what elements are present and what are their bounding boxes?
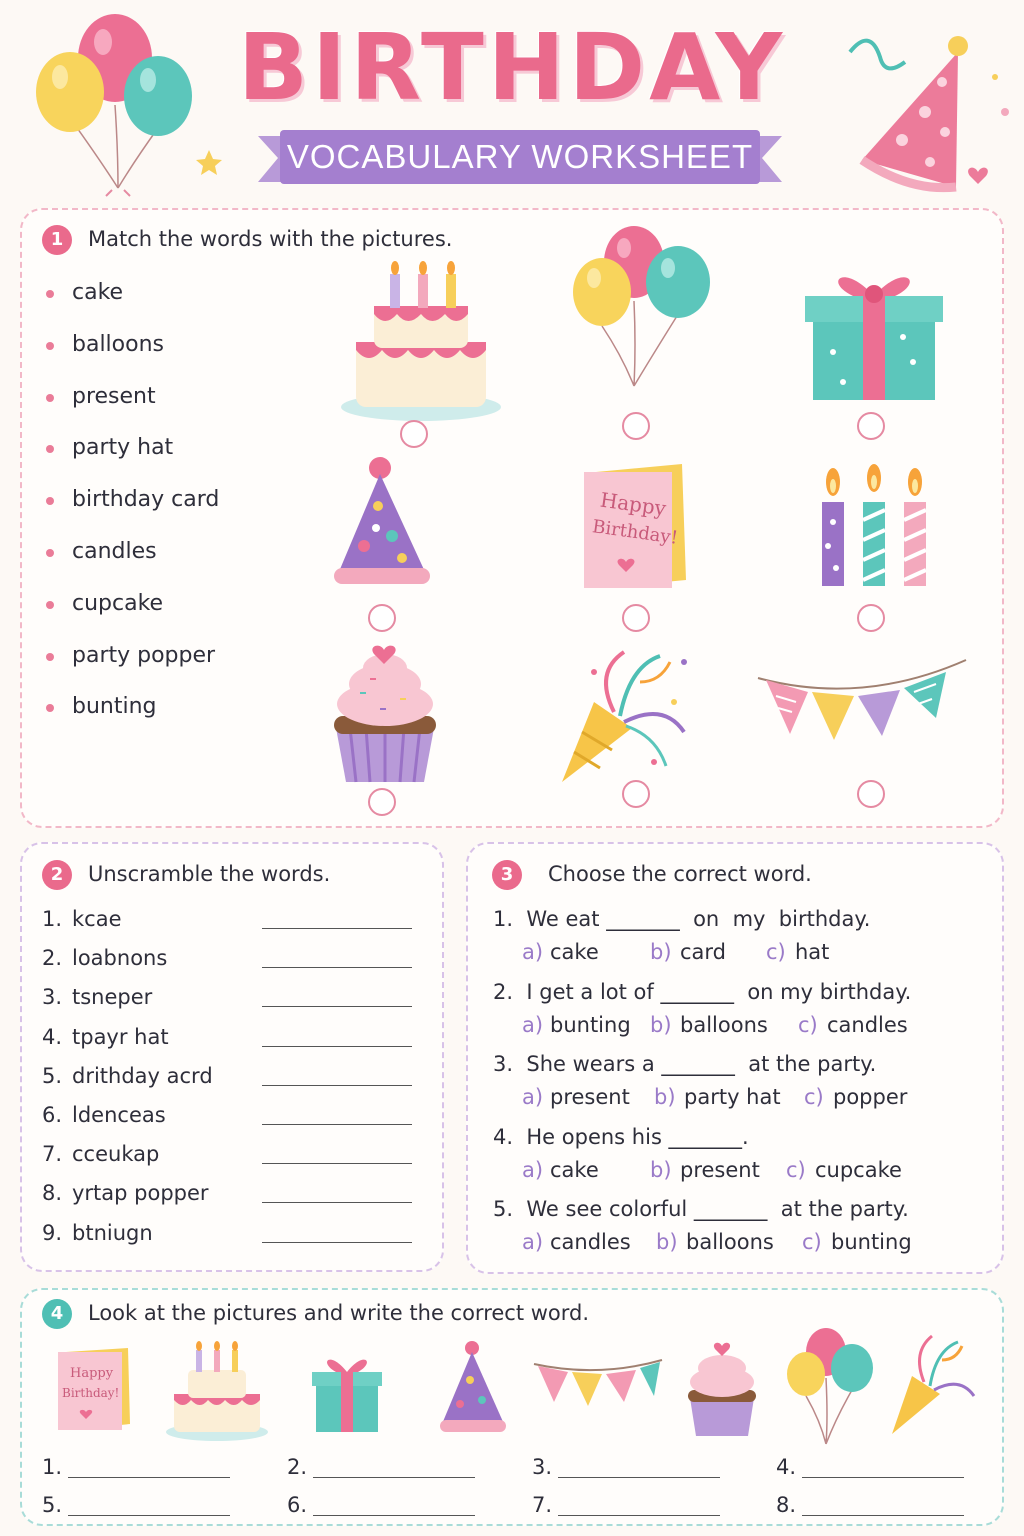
answer-line[interactable]	[68, 1515, 230, 1516]
option-letter[interactable]: c)	[786, 1157, 806, 1182]
option-word[interactable]: bunting	[831, 1230, 912, 1254]
answer-line[interactable]	[68, 1477, 230, 1478]
option-word[interactable]: candles	[827, 1012, 908, 1037]
scrambled-word: loabnons	[72, 946, 168, 971]
answer-line[interactable]	[262, 1124, 412, 1125]
option-letter[interactable]: c)	[802, 1230, 822, 1254]
answer-line[interactable]	[262, 967, 412, 968]
bunting-icon	[756, 656, 968, 746]
option-letter[interactable]: b)	[654, 1085, 676, 1109]
answer-number: 4.	[776, 1455, 797, 1479]
scrambled-word: tsneper	[72, 985, 153, 1010]
answer-number: 2.	[287, 1455, 308, 1479]
answer-line[interactable]	[313, 1477, 475, 1478]
option-word[interactable]: cake	[550, 940, 599, 964]
option-word[interactable]: cupcake	[815, 1157, 902, 1182]
star-icon	[194, 148, 224, 178]
answer-circle-balloons[interactable]	[622, 412, 650, 440]
party-hat-icon	[330, 456, 436, 592]
bunting-small-icon	[532, 1354, 664, 1414]
present-icon	[803, 262, 945, 402]
cake-icon	[338, 262, 504, 422]
answer-circle-cupcake[interactable]	[368, 788, 396, 816]
candles-icon	[816, 462, 932, 588]
cupcake-icon	[330, 642, 440, 784]
match-word: cupcake	[72, 590, 164, 616]
option-word[interactable]: party hat	[684, 1085, 781, 1109]
unscramble-number: 1.	[42, 907, 63, 931]
answer-line[interactable]	[558, 1515, 720, 1516]
section-3-badge: 3	[492, 860, 522, 890]
answer-circle-party-hat[interactable]	[368, 604, 396, 632]
word-bullet	[46, 290, 54, 298]
answer-line[interactable]	[262, 1163, 412, 1164]
option-letter[interactable]: c)	[798, 1012, 818, 1037]
unscramble-number: 5.	[42, 1063, 63, 1088]
option-word[interactable]: hat	[795, 940, 830, 964]
party-hat-small-icon	[436, 1340, 510, 1436]
question-text: 3. She wears a _______ at the party.	[493, 1052, 877, 1076]
unscramble-number: 4.	[42, 1024, 63, 1049]
section-2-instruction: Unscramble the words.	[88, 862, 331, 886]
option-letter[interactable]: c)	[766, 940, 786, 964]
answer-line[interactable]	[262, 928, 412, 929]
answer-line[interactable]	[262, 1046, 412, 1047]
option-letter[interactable]: a)	[522, 1157, 544, 1182]
scrambled-word: kcae	[72, 907, 122, 931]
unscramble-number: 8.	[42, 1181, 63, 1206]
scrambled-word: tpayr hat	[72, 1024, 169, 1049]
option-word[interactable]: popper	[833, 1085, 908, 1109]
scrambled-word: drithday acrd	[72, 1063, 213, 1088]
cake-small-icon	[164, 1342, 270, 1442]
option-letter[interactable]: b)	[650, 1157, 672, 1182]
card-text-happy: Happy	[598, 487, 668, 521]
answer-number: 8.	[776, 1493, 797, 1517]
page-title: BIRTHDAY	[237, 14, 787, 121]
answer-number: 1.	[42, 1455, 63, 1479]
option-letter[interactable]: c)	[804, 1085, 824, 1109]
answer-line[interactable]	[262, 1006, 412, 1007]
answer-number: 3.	[532, 1455, 553, 1479]
scrambled-word: yrtap popper	[72, 1181, 209, 1206]
option-word[interactable]: cake	[550, 1157, 599, 1182]
party-popper-icon	[554, 642, 694, 786]
option-letter[interactable]: b)	[656, 1230, 678, 1254]
match-word: birthday card	[72, 487, 220, 513]
unscramble-number: 3.	[42, 985, 63, 1010]
match-word: cake	[72, 280, 124, 305]
match-word: present	[72, 383, 156, 409]
balloons-small-icon	[786, 1328, 876, 1448]
answer-circle-party-popper[interactable]	[622, 780, 650, 808]
option-word[interactable]: present	[550, 1085, 630, 1109]
present-small-icon	[310, 1350, 384, 1434]
answer-line[interactable]	[262, 1242, 412, 1243]
unscramble-number: 6.	[42, 1103, 63, 1127]
unscramble-number: 9.	[42, 1220, 63, 1245]
answer-circle-bunting[interactable]	[857, 780, 885, 808]
answer-line[interactable]	[262, 1085, 412, 1086]
answer-line[interactable]	[262, 1202, 412, 1203]
option-letter[interactable]: b)	[650, 1012, 672, 1037]
small-card-text-happy: Happy	[70, 1366, 114, 1381]
answer-circle-present[interactable]	[857, 412, 885, 440]
question-text: 2. I get a lot of _______ on my birthday.	[493, 979, 912, 1004]
section-1-instruction: Match the words with the pictures.	[88, 227, 453, 251]
scrambled-word: btniugn	[72, 1220, 153, 1245]
cupcake-small-icon	[686, 1340, 758, 1438]
option-letter[interactable]: a)	[522, 940, 544, 964]
answer-number: 5.	[42, 1493, 63, 1517]
unscramble-number: 7.	[42, 1142, 63, 1167]
option-letter[interactable]: b)	[650, 940, 672, 964]
section-2-badge: 2	[42, 860, 72, 890]
option-word[interactable]: bunting	[550, 1012, 631, 1037]
option-letter[interactable]: a)	[522, 1230, 544, 1254]
page-subtitle: VOCABULARY WORKSHEET	[286, 138, 754, 175]
section-4-instruction: Look at the pictures and write the correct word.	[88, 1301, 590, 1325]
answer-line[interactable]	[558, 1477, 720, 1478]
section-1-badge: 1	[42, 225, 72, 255]
word-bullet	[46, 549, 54, 557]
answer-number: 6.	[287, 1493, 308, 1517]
option-word[interactable]: card	[680, 940, 727, 964]
answer-line[interactable]	[802, 1515, 964, 1516]
balloons-icon	[572, 226, 714, 396]
answer-circle-cake[interactable]	[400, 420, 428, 448]
question-text: 5. We see colorful _______ at the party.	[493, 1197, 909, 1221]
option-word[interactable]: balloons	[680, 1012, 768, 1037]
scrambled-word: cceukap	[72, 1142, 160, 1167]
word-bullet	[46, 653, 54, 661]
match-word: bunting	[72, 694, 157, 720]
word-bullet	[46, 601, 54, 609]
answer-line[interactable]	[802, 1477, 964, 1478]
answer-number: 7.	[532, 1493, 553, 1517]
answer-circle-birthday-card[interactable]	[622, 604, 650, 632]
party-hat-decoration-icon	[830, 22, 1020, 202]
scrambled-word: ldenceas	[72, 1103, 166, 1127]
word-bullet	[46, 394, 54, 402]
option-letter[interactable]: a)	[522, 1012, 544, 1037]
option-word[interactable]: balloons	[686, 1230, 774, 1254]
card-text-birthday: Birthday!	[590, 516, 680, 549]
section-3-instruction: Choose the correct word.	[548, 862, 812, 886]
match-word: balloons	[72, 331, 164, 357]
question-text: 4. He opens his _______.	[493, 1124, 749, 1149]
option-word[interactable]: candles	[550, 1230, 631, 1254]
party-popper-small-icon	[886, 1330, 978, 1436]
word-bullet	[46, 342, 54, 350]
option-letter[interactable]: a)	[522, 1085, 544, 1109]
match-word: party hat	[72, 435, 174, 461]
match-word: candles	[72, 539, 157, 564]
option-word[interactable]: present	[680, 1157, 760, 1182]
match-word: party popper	[72, 642, 216, 668]
unscramble-number: 2.	[42, 946, 63, 971]
small-card-text-birthday: Birthday!	[62, 1386, 120, 1400]
answer-circle-candles[interactable]	[857, 604, 885, 632]
answer-line[interactable]	[313, 1515, 475, 1516]
question-text: 1. We eat _______ on my birthday.	[493, 907, 871, 931]
section-4-badge: 4	[42, 1299, 72, 1329]
